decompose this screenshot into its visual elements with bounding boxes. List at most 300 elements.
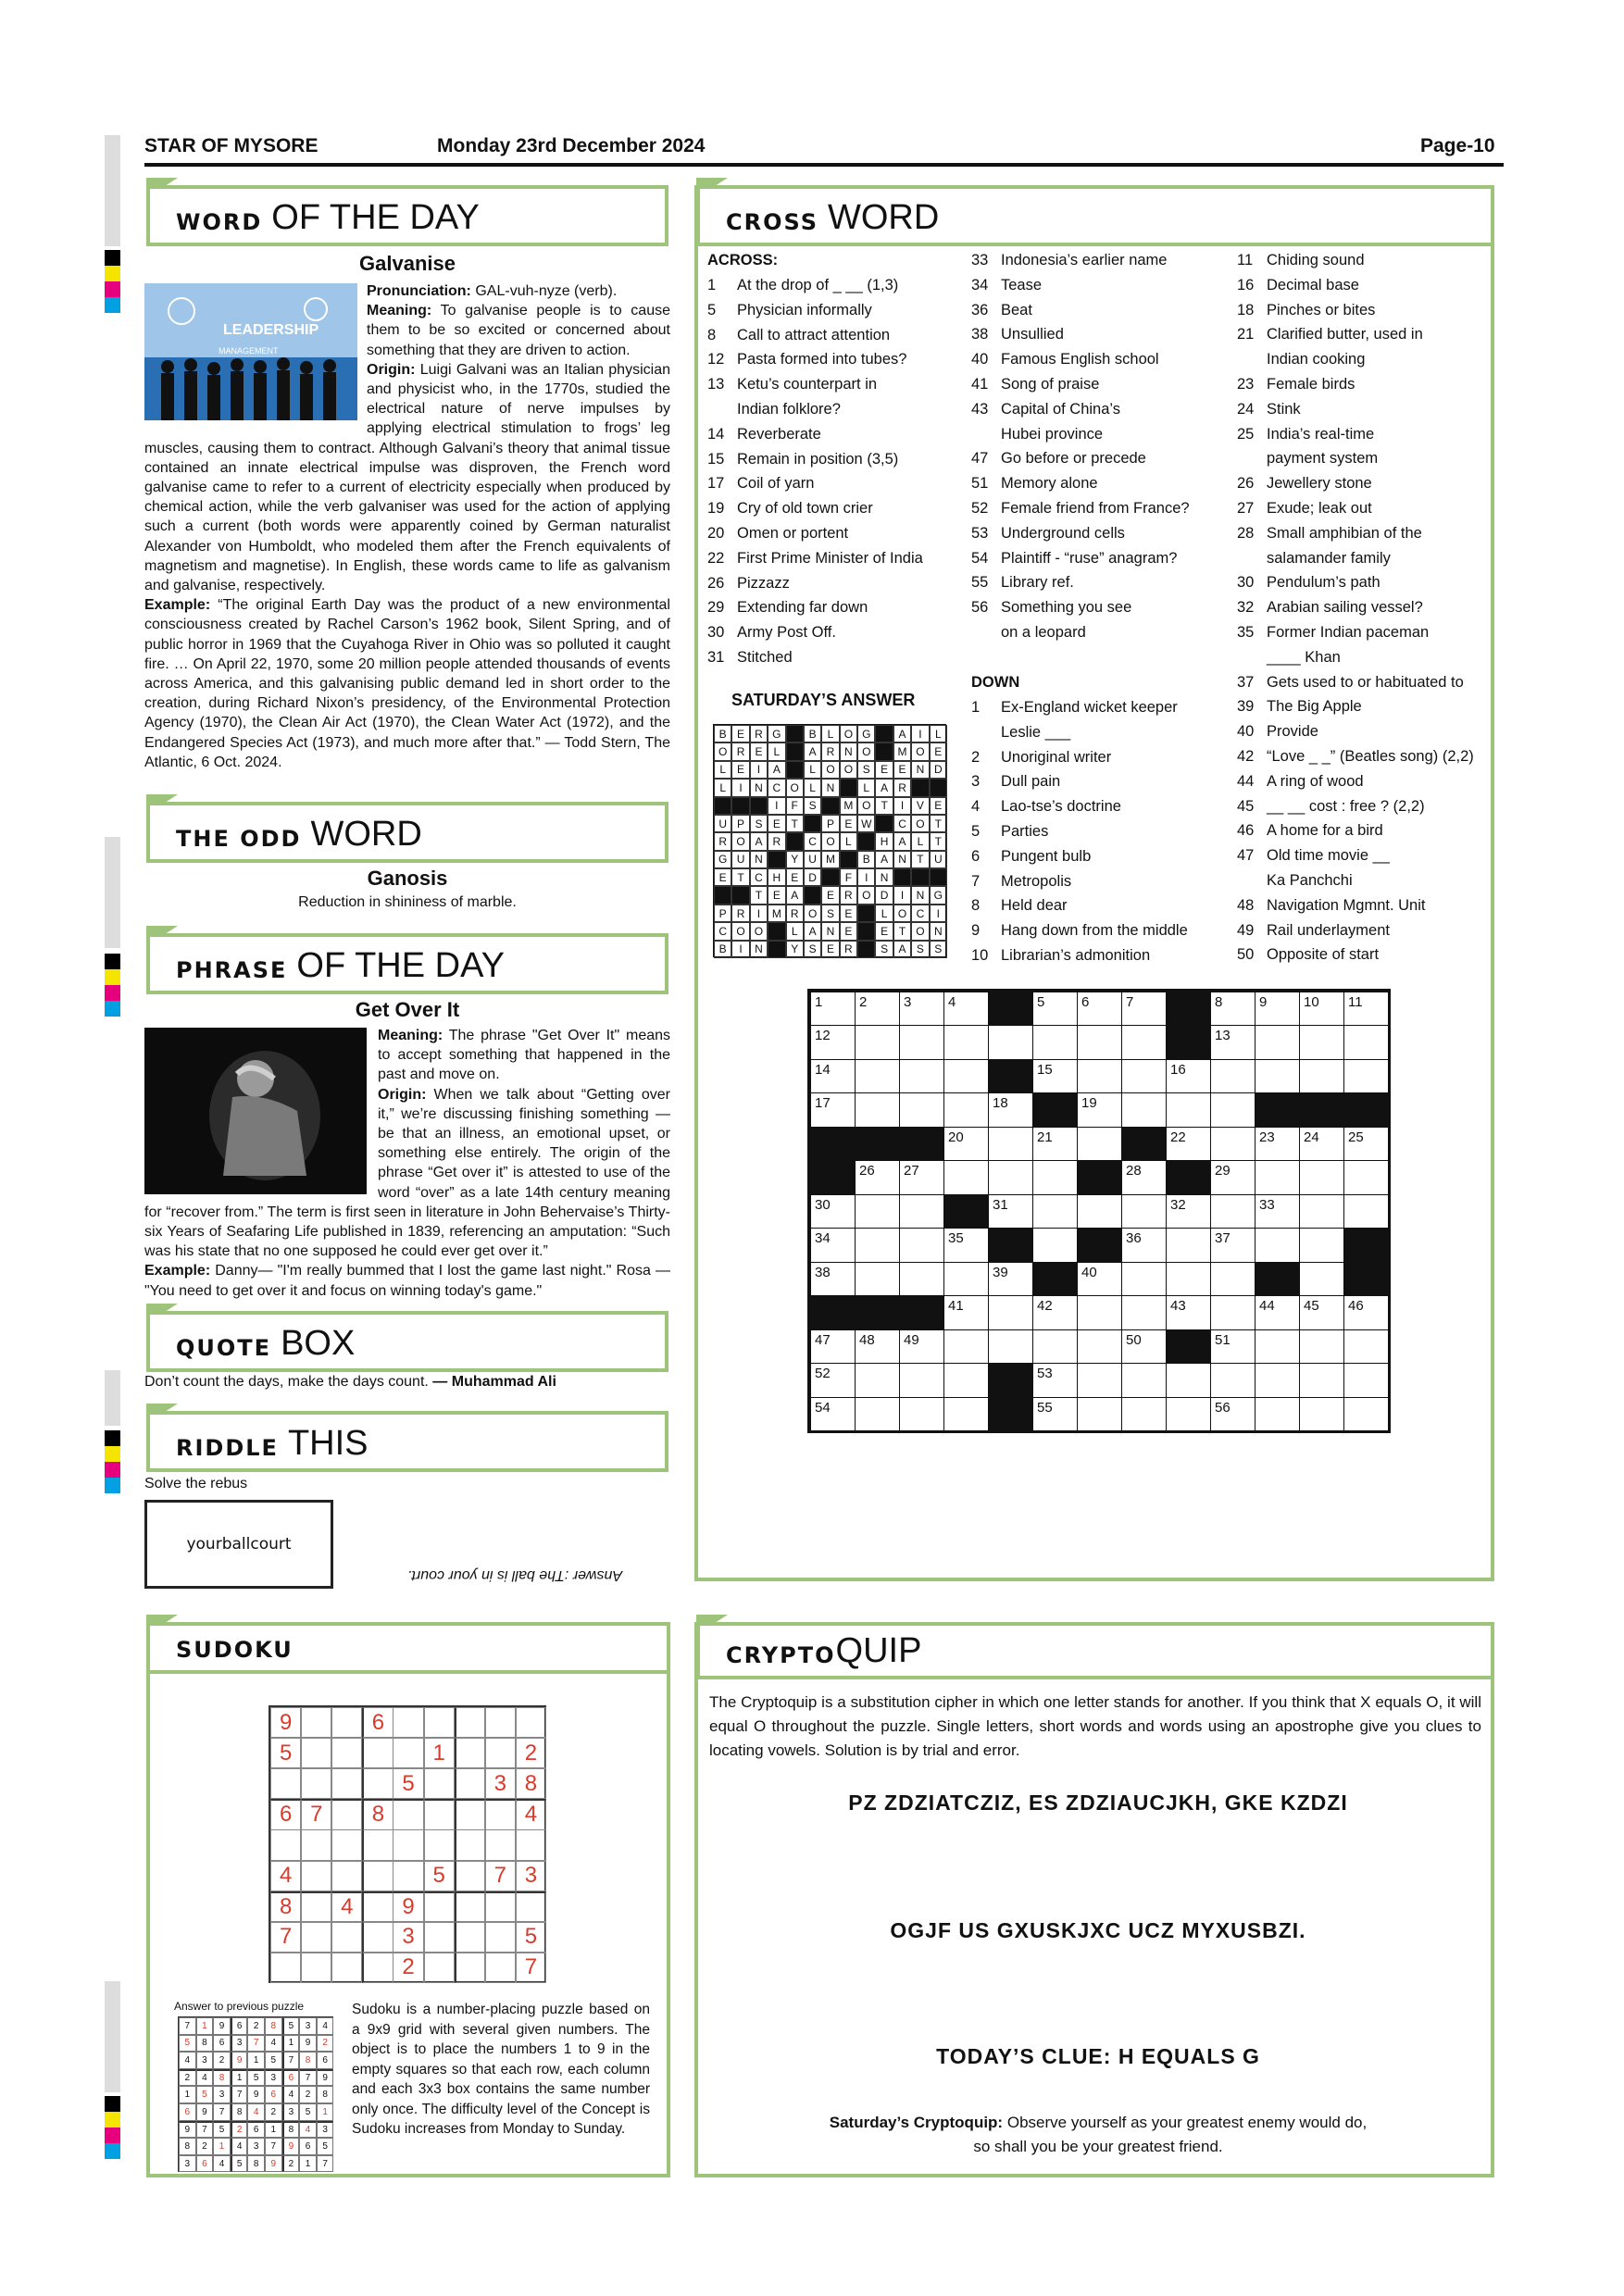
crossword-cell[interactable] — [1121, 1025, 1167, 1059]
answer-letter: O — [857, 886, 875, 904]
crossword-cell[interactable]: 15 — [1032, 1059, 1078, 1093]
sudoku-cell[interactable] — [485, 1922, 516, 1953]
clue-item: 49 Rail underlayment — [1237, 921, 1390, 939]
margin-gray-bar — [105, 837, 120, 948]
sudoku-cell[interactable] — [455, 1707, 485, 1738]
margin-gray-bar — [105, 1981, 120, 2092]
answer-letter: N — [821, 779, 839, 796]
sudoku-cell[interactable] — [331, 1768, 362, 1799]
crossword-cell[interactable]: 10 — [1299, 992, 1344, 1026]
sudoku-cell[interactable] — [362, 1829, 393, 1860]
crossword-cell[interactable] — [1032, 1025, 1078, 1059]
clue-item: 42 “Love _ _” (Beatles song) (2,2) — [1237, 747, 1474, 765]
crossword-cell[interactable] — [1343, 1059, 1389, 1093]
sudoku-cell[interactable] — [362, 1891, 393, 1922]
previous-sudoku-cell: 1 — [179, 2086, 196, 2103]
answer-letter: G — [714, 851, 731, 868]
crossword-cell[interactable] — [1343, 1397, 1389, 1431]
page-number: Page-10 — [1420, 135, 1495, 156]
crossword-cell[interactable] — [1121, 1194, 1167, 1229]
sudoku-cell[interactable] — [362, 1738, 393, 1768]
crossword-cell[interactable]: 23 — [1255, 1127, 1300, 1161]
crossword-cell[interactable] — [1255, 1025, 1300, 1059]
crossword-cell[interactable]: 13 — [1210, 1025, 1255, 1059]
previous-sudoku-cell: 9 — [317, 2069, 334, 2087]
answer-letter: I — [930, 905, 947, 922]
crossword-cell[interactable] — [1299, 1397, 1344, 1431]
sudoku-cell[interactable] — [485, 1891, 516, 1922]
black-square — [988, 1059, 1033, 1093]
crossword-cell[interactable] — [855, 1262, 900, 1296]
crossword-cell[interactable] — [943, 1329, 989, 1364]
crossword-cell[interactable]: 14 — [810, 1059, 856, 1093]
sudoku-cell[interactable] — [301, 1891, 331, 1922]
crossword-cell[interactable]: 9 — [1255, 992, 1300, 1026]
sudoku-cell[interactable] — [393, 1829, 423, 1860]
crossword-cell[interactable] — [899, 1228, 944, 1262]
clues-col1 — [707, 273, 923, 670]
crossword-cell[interactable] — [1166, 1228, 1211, 1262]
crossword-cell[interactable] — [1255, 1059, 1300, 1093]
sudoku-cell[interactable] — [424, 1799, 455, 1829]
answer-letter: E — [731, 725, 749, 742]
answer-letter: N — [911, 886, 929, 904]
crossword-cell[interactable] — [899, 1363, 944, 1397]
sudoku-cell[interactable] — [455, 1953, 485, 1983]
crossword-cell[interactable] — [1299, 1025, 1344, 1059]
answer-letter: O — [893, 905, 911, 922]
crossword-cell[interactable] — [1343, 1194, 1389, 1229]
clue-item: 51 Memory alone — [971, 475, 1098, 493]
sudoku-cell[interactable] — [455, 1891, 485, 1922]
sudoku-cell[interactable] — [424, 1768, 455, 1799]
crossword-cell[interactable] — [855, 1228, 900, 1262]
sudoku-cell[interactable] — [331, 1799, 362, 1829]
answer-black-square — [875, 815, 893, 832]
crossword-cell[interactable]: 37 — [1210, 1228, 1255, 1262]
crossword-cell[interactable]: 46 — [1343, 1295, 1389, 1329]
clue-item: 40 Famous English school — [971, 351, 1159, 368]
sudoku-cell[interactable] — [485, 1953, 516, 1983]
crossword-cell[interactable]: 50 — [1121, 1329, 1167, 1364]
crossword-cell[interactable] — [1210, 1092, 1255, 1127]
crossword-cell[interactable] — [1255, 1228, 1300, 1262]
crossword-cell[interactable]: 11 — [1343, 992, 1389, 1026]
sudoku-cell[interactable] — [301, 1922, 331, 1953]
crossword-cell[interactable]: 12 — [810, 1025, 856, 1059]
sudoku-cell[interactable] — [424, 1829, 455, 1860]
crossword-cell[interactable] — [943, 1262, 989, 1296]
crossword-cell[interactable]: 39 — [988, 1262, 1033, 1296]
crossword-cell[interactable] — [1299, 1059, 1344, 1093]
crossword-cell[interactable] — [1121, 1262, 1167, 1296]
crossword-cell[interactable]: 16 — [1166, 1059, 1211, 1093]
crossword-cell[interactable]: 34 — [810, 1228, 856, 1262]
answer-letter: L — [768, 742, 785, 760]
crossword-cell[interactable] — [1210, 1059, 1255, 1093]
crossword-cell[interactable] — [899, 1059, 944, 1093]
crossword-cell[interactable] — [943, 1397, 989, 1431]
clue-item: 27 Exude; leak out — [1237, 499, 1372, 517]
answer-letter: E — [768, 886, 785, 904]
answer-letter: O — [714, 742, 731, 760]
crossword-cell[interactable] — [1255, 1363, 1300, 1397]
crossword-cell[interactable] — [1032, 1329, 1078, 1364]
crossword-cell[interactable]: 22 — [1166, 1127, 1211, 1161]
crossword-cell[interactable]: 5 — [1032, 992, 1078, 1026]
crossword-cell[interactable]: 24 — [1299, 1127, 1344, 1161]
black-square — [1166, 1160, 1211, 1194]
sudoku-cell[interactable] — [455, 1829, 485, 1860]
previous-sudoku-cell: 8 — [265, 2017, 282, 2035]
crossword-cell[interactable]: 45 — [1299, 1295, 1344, 1329]
previous-sudoku-cell: 7 — [179, 2017, 196, 2035]
crossword-cell[interactable] — [988, 1025, 1033, 1059]
word-of-day-body: LEADERSHIP MANAGEMENT Pronunciation: GAL-vuh-nyze (verb). Meaning: To galvanise people is to cause them to be so excited or concerned about something that they are driven to action. Origin: Luigi Galvani was an Italian physician and physicist who, in the 1770s, studied the electrical nature of nerve impulses by applying electrical stimulation to frogs’ leg muscles, causing them to contract. Although Galvani’s theory that animal tissue contained an innate electrical impulse was disproven, the French word galvanise came to refer to a current of electricity especially when produced by chemical action, while the verb galvaniser was used for the action of applying such a current (both words were apparently coined by German naturalist Alexander von Humboldt, who modeled them after the French equivalents of magnetism and magnetise). In English, these words came to life as galvanism and galvanise, respectively. Example: “The original Earth Day was the product of a new environmental consciousness created by Rachel Carson’s 1962 book, Silent Spring, and of public horror in 1969 that the Cuyahoga River in Ohio was so polluted it caught fire. … On April 22, 1970, some 20 million people attended thousands of events across America, and this galvanising public demand led in short order to the creation, during Richard Nixon’s presidency, of the Environmental Protection Agency (1970), the Clean Air Act (1970), the Clean Water Act (1972), and the Endangered Species Act (1973), and much more after that.” — Todd Stern, The Atlantic, 6 Oct. 2024. — [144, 283, 671, 770]
sudoku-cell[interactable] — [393, 1707, 423, 1738]
sudoku-cell[interactable] — [301, 1953, 331, 1983]
crossword-cell[interactable] — [1121, 1059, 1167, 1093]
answer-letter: W — [857, 815, 875, 832]
clue-item: 2 Unoriginal writer — [971, 748, 1112, 766]
clue-item: Indian cooking — [1267, 351, 1366, 368]
answer-letter: L — [911, 832, 929, 850]
crossword-cell[interactable] — [1299, 1228, 1344, 1262]
crossword-cell[interactable]: 27 — [899, 1160, 944, 1194]
crossword-cell[interactable] — [1077, 1295, 1122, 1329]
sudoku-cell[interactable] — [301, 1738, 331, 1768]
sudoku-cell[interactable] — [455, 1861, 485, 1891]
clue-item: 1 At the drop of _ __ (1,3) — [707, 277, 899, 293]
answer-letter: S — [804, 941, 821, 958]
sudoku-cell[interactable] — [331, 1922, 362, 1953]
sudoku-cell[interactable] — [270, 1768, 301, 1799]
crossword-cell[interactable] — [855, 1092, 900, 1127]
crossword-cell[interactable] — [1299, 1363, 1344, 1397]
crossword-cell[interactable] — [855, 1194, 900, 1229]
crossword-cell[interactable]: 31 — [988, 1194, 1033, 1229]
sudoku-cell[interactable] — [424, 1922, 455, 1953]
crossword-cell[interactable] — [1077, 1127, 1122, 1161]
previous-sudoku-cell: 6 — [282, 2069, 300, 2087]
crossword-cell[interactable] — [1299, 1262, 1344, 1296]
clue-item: 8 Call to attract attention — [707, 326, 891, 343]
crossword-cell[interactable]: 43 — [1166, 1295, 1211, 1329]
crossword-cell[interactable]: 47 — [810, 1329, 856, 1364]
crossword-cell[interactable] — [988, 1160, 1033, 1194]
crossword-cell[interactable] — [1166, 1363, 1211, 1397]
answer-black-square — [731, 886, 749, 904]
black-square — [1343, 1092, 1389, 1127]
crossword-cell[interactable] — [899, 1397, 944, 1431]
answer-letter: O — [804, 905, 821, 922]
sudoku-cell[interactable] — [362, 1768, 393, 1799]
answer-black-square — [821, 797, 839, 815]
crossword-cell[interactable]: 8 — [1210, 992, 1255, 1026]
crossword-cell[interactable]: 19 — [1077, 1092, 1122, 1127]
previous-sudoku-cell: 8 — [213, 2069, 231, 2087]
sudoku-cell[interactable] — [331, 1953, 362, 1983]
crossword-cell[interactable] — [1210, 1194, 1255, 1229]
crossword-cell[interactable] — [855, 1397, 900, 1431]
answer-letter: A — [750, 832, 768, 850]
clue-item: 11 Chiding sound — [1237, 252, 1365, 268]
sudoku-cell[interactable] — [301, 1707, 331, 1738]
crossword-cell[interactable]: 2 — [855, 992, 900, 1026]
crossword-cell[interactable] — [1077, 1363, 1122, 1397]
sudoku-cell[interactable] — [331, 1738, 362, 1768]
answer-letter: A — [875, 779, 893, 796]
crossword-cell[interactable]: 40 — [1077, 1262, 1122, 1296]
clue-item: 19 Cry of old town crier — [707, 500, 873, 518]
crossword-cell[interactable]: 48 — [855, 1329, 900, 1364]
crossword-cell[interactable] — [1299, 1194, 1344, 1229]
crossword-cell[interactable] — [1032, 1160, 1078, 1194]
clue-item: 39 The Big Apple — [1237, 698, 1362, 716]
crossword-cell[interactable] — [1077, 1025, 1122, 1059]
answer-letter: P — [731, 815, 749, 832]
previous-sudoku-cell: 6 — [317, 2052, 334, 2069]
crossword-cell[interactable] — [899, 1194, 944, 1229]
answer-letter: G — [857, 725, 875, 742]
clue-item: 22 First Prime Minister of India — [707, 549, 923, 567]
sudoku-cell[interactable] — [331, 1707, 362, 1738]
sudoku-cell[interactable] — [331, 1861, 362, 1891]
crossword-cell[interactable] — [1121, 1397, 1167, 1431]
crossword-cell[interactable]: 32 — [1166, 1194, 1211, 1229]
crossword-cell[interactable] — [943, 1025, 989, 1059]
crossword-cell[interactable]: 17 — [810, 1092, 856, 1127]
sudoku-cell[interactable] — [270, 1953, 301, 1983]
answer-letter: T — [731, 868, 749, 886]
answer-black-square — [857, 832, 875, 850]
sudoku-cell[interactable] — [485, 1829, 516, 1860]
sudoku-cell[interactable] — [485, 1707, 516, 1738]
answer-letter: O — [840, 761, 857, 779]
crossword-cell[interactable]: 1 — [810, 992, 856, 1026]
answer-letter: O — [840, 725, 857, 742]
previous-sudoku-cell: 5 — [317, 2138, 334, 2155]
crossword-cell[interactable] — [1166, 1262, 1211, 1296]
answer-letter: E — [893, 761, 911, 779]
sudoku-cell[interactable] — [516, 1707, 546, 1738]
crossword-cell[interactable]: 56 — [1210, 1397, 1255, 1431]
crossword-cell[interactable] — [943, 1059, 989, 1093]
crossword-cell[interactable]: 38 — [810, 1262, 856, 1296]
crossword-cell[interactable]: 25 — [1343, 1127, 1389, 1161]
sudoku-cell: 5 — [516, 1922, 546, 1953]
crossword-cell[interactable]: 44 — [1255, 1295, 1300, 1329]
answer-black-square — [911, 868, 929, 886]
answer-letter: T — [893, 922, 911, 940]
crossword-cell[interactable]: 41 — [943, 1295, 989, 1329]
clue-item: ____ Khan — [1267, 648, 1341, 666]
clue-item: 6 Pungent bulb — [971, 847, 1092, 865]
crossword-cell[interactable] — [943, 1160, 989, 1194]
crossword-cell[interactable] — [1255, 1160, 1300, 1194]
clue-item: 1 Ex-England wicket keeper — [971, 699, 1178, 716]
crossword-cell[interactable]: 7 — [1121, 992, 1167, 1026]
sudoku-cell[interactable] — [301, 1829, 331, 1860]
crossword-cell[interactable] — [1077, 1194, 1122, 1229]
previous-sudoku-cell: 9 — [247, 2086, 265, 2103]
crossword-cell[interactable] — [1210, 1295, 1255, 1329]
sudoku-cell[interactable] — [393, 1799, 423, 1829]
sudoku-cell[interactable] — [270, 1829, 301, 1860]
crossword-cell[interactable] — [855, 1363, 900, 1397]
crossword-cell[interactable] — [1210, 1262, 1255, 1296]
crossword-cell[interactable]: 28 — [1121, 1160, 1167, 1194]
crossword-cell[interactable] — [1210, 1363, 1255, 1397]
crossword-cell[interactable] — [1343, 1160, 1389, 1194]
crossword-cell[interactable] — [855, 1025, 900, 1059]
previous-sudoku-cell: 3 — [265, 2069, 282, 2087]
crossword-cell[interactable] — [1121, 1363, 1167, 1397]
sudoku-cell: 7 — [270, 1922, 301, 1953]
crossword-cell[interactable]: 18 — [988, 1092, 1033, 1127]
crossword-cell[interactable] — [1032, 1194, 1078, 1229]
crossword-cell[interactable] — [1077, 1329, 1122, 1364]
clue-item: 21 Clarified butter, used in — [1237, 326, 1423, 343]
previous-sudoku-cell: 5 — [247, 2069, 265, 2087]
sudoku-cell[interactable] — [455, 1799, 485, 1829]
crossword-cell[interactable] — [1299, 1160, 1344, 1194]
answer-letter: M — [840, 797, 857, 815]
crossword-cell[interactable] — [1166, 1092, 1211, 1127]
sudoku-cell[interactable] — [331, 1829, 362, 1860]
answer-black-square — [857, 941, 875, 958]
crossword-cell[interactable]: 49 — [899, 1329, 944, 1364]
sudoku-cell[interactable] — [301, 1768, 331, 1799]
crossword-cell[interactable]: 55 — [1032, 1397, 1078, 1431]
answer-letter: L — [804, 779, 821, 796]
sudoku-cell: 5 — [424, 1861, 455, 1891]
crossword-cell[interactable]: 4 — [943, 992, 989, 1026]
previous-sudoku-cell: 9 — [231, 2052, 248, 2069]
clue-item: 50 Opposite of start — [1237, 946, 1380, 964]
black-square — [988, 1228, 1033, 1262]
sudoku-cell[interactable] — [516, 1891, 546, 1922]
crossword-cell[interactable]: 51 — [1210, 1329, 1255, 1364]
crossword-cell[interactable] — [943, 1092, 989, 1127]
sudoku-cell[interactable] — [424, 1953, 455, 1983]
crossword-cell[interactable] — [1077, 1397, 1122, 1431]
crossword-cell[interactable] — [1032, 1228, 1078, 1262]
sudoku-cell[interactable] — [455, 1738, 485, 1768]
sudoku-cell[interactable] — [362, 1922, 393, 1953]
answer-letter: M — [768, 905, 785, 922]
clue-item: 55 Library ref. — [971, 574, 1074, 592]
sudoku-cell[interactable] — [455, 1922, 485, 1953]
clue-item: 30 Pendulum’s path — [1237, 574, 1380, 592]
crossword-cell[interactable] — [1343, 1363, 1389, 1397]
crossword-cell[interactable] — [899, 1092, 944, 1127]
crossword-cell[interactable] — [1077, 1059, 1122, 1093]
sudoku-cell[interactable] — [424, 1891, 455, 1922]
sudoku-cell[interactable] — [455, 1768, 485, 1799]
sudoku-cell[interactable] — [362, 1953, 393, 1983]
answer-letter: H — [875, 832, 893, 850]
answer-black-square — [768, 851, 785, 868]
crossword-cell[interactable]: 33 — [1255, 1194, 1300, 1229]
answer-black-square — [821, 868, 839, 886]
answer-letter: R — [768, 832, 785, 850]
crossword-cell[interactable] — [1210, 1127, 1255, 1161]
crossword-cell[interactable] — [1121, 1295, 1167, 1329]
crossword-cell[interactable]: 20 — [943, 1127, 989, 1161]
clue-item: 45 __ __ cost : free ? (2,2) — [1237, 797, 1425, 815]
crossword-cell[interactable]: 6 — [1077, 992, 1122, 1026]
answer-letter: T — [750, 886, 768, 904]
crossword-cell[interactable] — [1343, 1025, 1389, 1059]
crossword-cell[interactable]: 26 — [855, 1160, 900, 1194]
crossword-cell[interactable] — [1343, 1329, 1389, 1364]
crossword-cell[interactable] — [1121, 1092, 1167, 1127]
crossword-cell[interactable] — [988, 1295, 1033, 1329]
sudoku-cell[interactable] — [516, 1829, 546, 1860]
crossword-cell[interactable] — [899, 1262, 944, 1296]
previous-answer-label: Answer to previous puzzle — [174, 2000, 305, 2013]
sudoku-cell[interactable] — [485, 1738, 516, 1768]
previous-sudoku-cell: 2 — [247, 2017, 265, 2035]
sudoku-cell[interactable] — [424, 1707, 455, 1738]
crossword-cell[interactable]: 36 — [1121, 1228, 1167, 1262]
crossword-cell[interactable] — [1255, 1329, 1300, 1364]
crossword-cell[interactable] — [988, 1127, 1033, 1161]
black-square — [1166, 1329, 1211, 1364]
crossword-cell[interactable] — [855, 1059, 900, 1093]
sudoku-cell[interactable] — [362, 1861, 393, 1891]
crossword-cell[interactable]: 29 — [1210, 1160, 1255, 1194]
previous-sudoku-cell: 7 — [247, 2035, 265, 2053]
answer-letter: S — [857, 761, 875, 779]
crossword-cell[interactable]: 53 — [1032, 1363, 1078, 1397]
crossword-cell[interactable]: 42 — [1032, 1295, 1078, 1329]
sudoku-cell: 7 — [516, 1953, 546, 1983]
sudoku-cell[interactable] — [393, 1861, 423, 1891]
crossword-cell[interactable]: 3 — [899, 992, 944, 1026]
odd-word: Ganosis — [367, 867, 448, 890]
sudoku-cell[interactable] — [301, 1861, 331, 1891]
crossword-cell[interactable]: 52 — [810, 1363, 856, 1397]
crossword-cell[interactable] — [1299, 1329, 1344, 1364]
answer-black-square — [893, 868, 911, 886]
answer-letter: E — [840, 905, 857, 922]
crossword-cell[interactable] — [943, 1363, 989, 1397]
answer-letter: M — [893, 742, 911, 760]
margin-gray-bar — [105, 135, 120, 246]
sudoku-cell: 4 — [516, 1799, 546, 1829]
previous-sudoku-cell: 2 — [213, 2052, 231, 2069]
phrase-text: Get Over It — [355, 998, 460, 1021]
crossword-cell[interactable] — [1255, 1397, 1300, 1431]
crossword-cell[interactable] — [1166, 1397, 1211, 1431]
answer-letter: A — [893, 725, 911, 742]
sudoku-cell[interactable] — [485, 1799, 516, 1829]
crossword-cell[interactable] — [899, 1025, 944, 1059]
crossword-cell[interactable]: 35 — [943, 1228, 989, 1262]
crossword-cell[interactable]: 54 — [810, 1397, 856, 1431]
crossword-cell[interactable]: 30 — [810, 1194, 856, 1229]
answer-letter: L — [804, 761, 821, 779]
crossword-cell[interactable] — [988, 1329, 1033, 1364]
answer-letter: L — [714, 779, 731, 796]
answer-letter: O — [911, 922, 929, 940]
sudoku-cell[interactable] — [393, 1738, 423, 1768]
clue-item: Ka Panchchi — [1267, 871, 1353, 889]
black-square — [1077, 1228, 1122, 1262]
crossword-cell[interactable]: 21 — [1032, 1127, 1078, 1161]
